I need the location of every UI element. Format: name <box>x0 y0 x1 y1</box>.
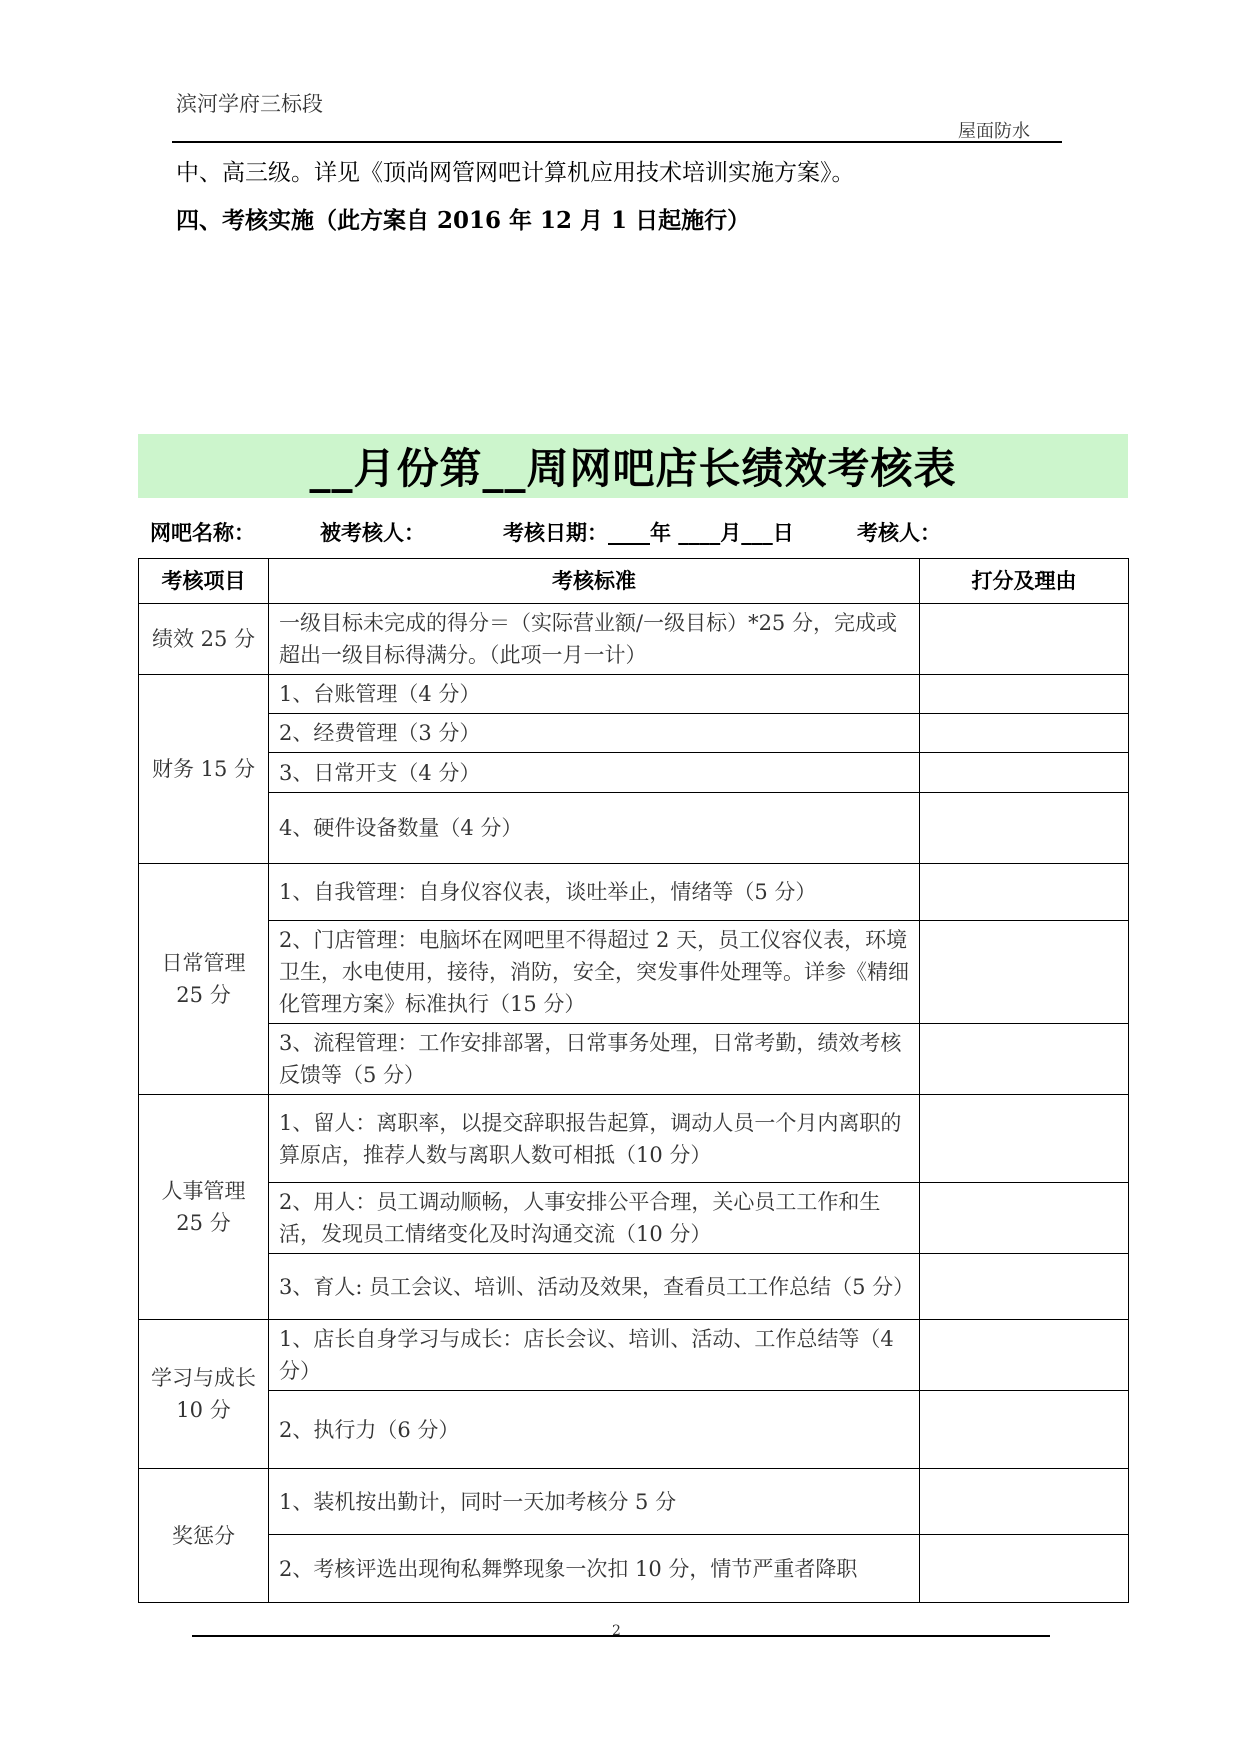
score-cell[interactable] <box>920 714 1129 753</box>
table-row <box>139 753 1129 793</box>
category-cell: 日常管理 25 分 <box>139 864 269 1095</box>
footer-divider <box>192 1635 1050 1637</box>
standard-cell: 1、自我管理：自身仪容仪表，谈吐举止，情绪等（5 分） <box>269 864 920 921</box>
form-title: __月份第__周网吧店长绩效考核表 <box>309 444 957 493</box>
meta-assessee: 被考核人： <box>320 520 425 545</box>
column-header-standard: 考核标准 <box>269 559 920 604</box>
score-cell[interactable] <box>920 1254 1129 1320</box>
table-row <box>139 1391 1129 1469</box>
table-row <box>139 1095 1129 1183</box>
standard-cell: 2、考核评选出现徇私舞弊现象一次扣 10 分，情节严重者降职 <box>269 1535 920 1603</box>
standard-cell: 4、硬件设备数量（4 分） <box>269 793 920 864</box>
header-section-name: 屋面防水 <box>958 121 1030 142</box>
section-heading: 四、考核实施（此方案自 2016 年 12 月 1 日起施行） <box>176 207 751 234</box>
standard-cell: 2、执行力（6 分） <box>269 1391 920 1469</box>
category-cell: 财务 15 分 <box>139 675 269 864</box>
assessment-table <box>138 558 1129 1603</box>
column-header-item: 考核项目 <box>139 559 269 604</box>
score-cell[interactable] <box>920 1320 1129 1391</box>
table-row <box>139 1024 1129 1095</box>
standard-cell: 3、日常开支（4 分） <box>269 753 920 793</box>
standard-cell: 2、经费管理（3 分） <box>269 714 920 753</box>
meta-assessor: 考核人： <box>857 520 941 545</box>
score-cell[interactable] <box>920 793 1129 864</box>
table-row <box>139 675 1129 714</box>
category-cell: 奖惩分 <box>139 1469 269 1603</box>
table-header-row <box>139 559 1129 604</box>
category-cell: 绩效 25 分 <box>139 604 269 675</box>
score-cell[interactable] <box>920 753 1129 793</box>
table-row <box>139 1469 1129 1535</box>
standard-cell: 一级目标未完成的得分＝（实际营业额/一级目标）*25 分，完成或超出一级目标得满分。（此项一月一计） <box>269 604 920 675</box>
table-row <box>139 864 1129 921</box>
category-cell: 学习与成长 10 分 <box>139 1320 269 1469</box>
standard-cell: 1、留人：离职率，以提交辞职报告起算，调动人员一个月内离职的算原店，推荐人数与离职人数可相抵（10 分） <box>269 1095 920 1183</box>
score-cell[interactable] <box>920 1469 1129 1535</box>
column-header-score: 打分及理由 <box>920 559 1129 604</box>
score-cell[interactable] <box>920 604 1129 675</box>
score-cell[interactable] <box>920 1535 1129 1603</box>
standard-cell: 3、育人: 员工会议、培训、活动及效果，查看员工工作总结（5 分） <box>269 1254 920 1320</box>
standard-cell: 2、用人：员工调动顺畅，人事安排公平合理，关心员工工作和生活，发现员工情绪变化及时沟通交流（10 分） <box>269 1183 920 1254</box>
score-cell[interactable] <box>920 1024 1129 1095</box>
score-cell[interactable] <box>920 921 1129 1024</box>
score-cell[interactable] <box>920 1391 1129 1469</box>
standard-cell: 1、台账管理（4 分） <box>269 675 920 714</box>
score-cell[interactable] <box>920 675 1129 714</box>
score-cell[interactable] <box>920 1095 1129 1183</box>
page-number: 2 <box>612 1623 621 1639</box>
meta-date: 考核日期：____年 ____月___日 <box>503 520 794 545</box>
meta-shop-name: 网吧名称： <box>150 520 255 545</box>
form-title-banner <box>138 434 1128 498</box>
standard-cell: 1、店长自身学习与成长：店长会议、培训、活动、工作总结等（4 分） <box>269 1320 920 1391</box>
table-row <box>139 793 1129 864</box>
intro-paragraph: 中、高三级。详见《顶尚网管网吧计算机应用技术培训实施方案》。 <box>176 160 855 186</box>
table-row <box>139 921 1129 1024</box>
standard-cell: 3、流程管理：工作安排部署，日常事务处理，日常考勤，绩效考核反馈等（5 分） <box>269 1024 920 1095</box>
header-project-name: 滨河学府三标段 <box>176 92 323 116</box>
header-divider <box>172 141 1062 143</box>
standard-cell: 2、门店管理：电脑坏在网吧里不得超过 2 天，员工仪容仪表，环境卫生，水电使用，接待，消防，安全，突发事件处理等。详参《精细化管理方案》标准执行（15 分） <box>269 921 920 1024</box>
table-row <box>139 1183 1129 1254</box>
table-row <box>139 1535 1129 1603</box>
table-row <box>139 1254 1129 1320</box>
category-cell: 人事管理 25 分 <box>139 1095 269 1320</box>
score-cell[interactable] <box>920 864 1129 921</box>
standard-cell: 1、装机按出勤计，同时一天加考核分 5 分 <box>269 1469 920 1535</box>
score-cell[interactable] <box>920 1183 1129 1254</box>
table-row <box>139 1320 1129 1391</box>
table-row <box>139 604 1129 675</box>
table-row <box>139 714 1129 753</box>
